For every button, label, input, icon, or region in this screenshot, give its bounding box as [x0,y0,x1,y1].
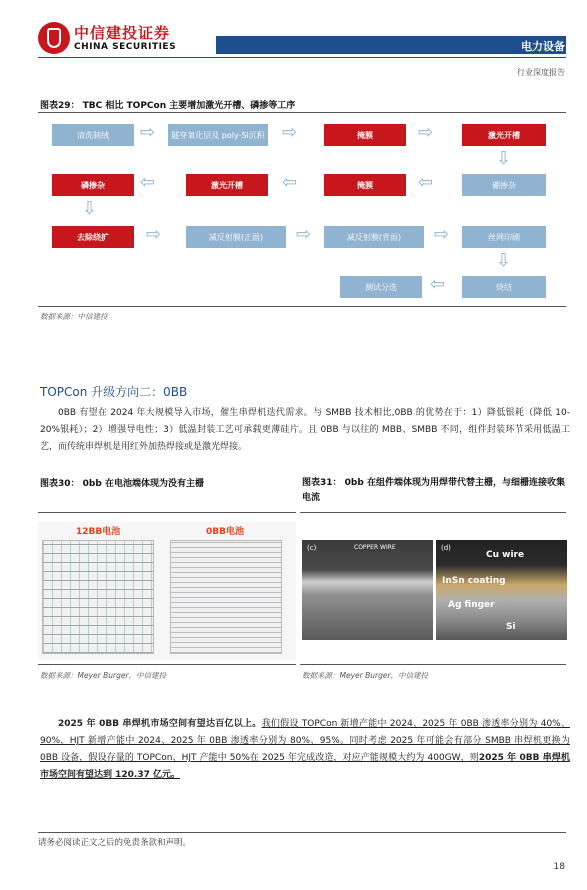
brand-name-cn: 中信建投证券 [74,24,171,42]
arrow-right-icon: ⇨ [282,122,298,143]
figure-30-source: 数据来源：Meyer Burger，中信建投 [40,671,167,680]
step-mask-2: 掩膜 [324,174,406,196]
figure-30-bottom-rule [38,664,296,665]
figure-30-image [38,522,296,660]
paragraph-0bb-intro: 0BB 有望在 2024 年大规模导入市场，催生串焊机迭代需求。与 SMBB 技术相比,0BB 的优势在于：1）降低银耗（降低 10-20%银耗）；2）增强导电性；3）低温封装工艺可承载更薄硅片。且 0BB 与以往的 MBB、SMBB 不同，组件封装环节采用低温工艺，而传统串焊机是用红外加热焊接或是激光焊接。 [40,408,570,452]
figure-30-title: 图表30： 0bb 在电池端体现为没有主栅 [40,479,204,489]
sem-image-c [302,540,433,640]
market-size-lead: 2025 年 0BB 串焊机市场空间有望达百亿以上。 [58,719,262,729]
disclaimer: 请务必阅读正文之后的免责条款和声明。 [38,838,192,848]
figure-29-source: 数据来源：中信建投 [40,312,108,321]
si-label: Si [506,622,516,632]
arrow-right-icon: ⇨ [296,224,312,245]
cell-0bb-image [170,540,282,654]
report-type: 行业深度报告 [517,68,565,77]
step-tunnel-oxide-polysi: 隧穿氧化层及 poly-Si沉积 [168,124,268,146]
sem-tag-c: (c) [307,544,317,552]
step-phosphorus-doping: 磷掺杂 [52,174,134,196]
step-cleaning-texturing: 清洗制绒 [52,124,134,146]
step-arc-back: 减反射膜(背面) [324,226,424,248]
figure-31-source: 数据来源：Meyer Burger，中信建投 [302,671,429,680]
arrow-left-icon: ⇦ [418,172,434,193]
arrow-down-icon: ⇩ [496,148,512,169]
step-laser-grooving-1: 激光开槽 [462,124,546,146]
market-size-body: 我们假设 TOPCon 新增产能中 2024、2025 年 0BB 渗透率分别为 40%、90%，HJT 新增产能中 2024、2025 年 0BB 渗透率分别为 80%、95%。同时考虑 2025 年可能会有部分 SMBB 串焊机更换为 0BB 设备，假设存量的 TOPCon、HJT 产能中 50%在 2025 年完成改造，对应产能规模大约为 400GW，则 [40,719,570,763]
figure-30-top-rule [38,512,296,513]
brand-name-en: CHINA SECURITIES [74,42,177,52]
label-12bb-cell: 12BB电池 [76,527,121,537]
cu-wire-label: Cu wire [486,550,525,560]
footer-rule [38,832,566,833]
step-mask-1: 掩膜 [324,124,406,146]
step-laser-grooving-2: 激光开槽 [186,174,268,196]
step-testing-sorting: 测试分选 [340,276,422,298]
arrow-right-icon: ⇨ [140,122,156,143]
arrow-down-icon: ⇩ [82,198,98,219]
market-size-emphasis: 2025 年 0BB 串焊机市场空间有望达到 120.37 亿元。 [40,753,570,780]
insn-coating-label: InSn coating [442,576,506,586]
figure-31-title: 图表31： 0bb 在组件端体现为用焊带代替主栅，与细栅连接收集电流 [302,478,565,503]
step-arc-front: 减反射膜(正面) [186,226,286,248]
arrow-left-icon: ⇦ [282,172,298,193]
step-boron-doping: 硼掺杂 [462,174,546,196]
company-logo-icon [38,22,70,54]
section-heading: TOPCon 升级方向二：0BB [40,385,188,399]
arrow-left-icon: ⇦ [430,274,446,295]
arrow-left-icon: ⇦ [140,172,156,193]
figure-31-bottom-rule [300,664,566,665]
figure-29-title: 图表29： TBC 相比 TOPCon 主要增加激光开槽、磷掺等工序 [40,101,296,111]
sector-label: 电力设备 [521,40,565,53]
figure-31-image [300,540,568,660]
figure-29-bottom-rule [38,306,566,307]
label-0bb-cell: 0BB电池 [206,527,244,537]
figure-31-top-rule [300,512,566,513]
arrow-right-icon: ⇨ [146,224,162,245]
figure-29-top-rule [38,112,566,113]
copper-wire-label: COPPER WIRE [354,544,396,551]
sem-tag-d: (d) [441,544,451,552]
step-remove-wraparound: 去除绕扩 [52,226,134,248]
cell-12bb-image [42,540,154,654]
sem-image-d [436,540,567,640]
paragraph-market-size [40,716,570,784]
header-bar [216,36,566,54]
arrow-right-icon: ⇨ [434,224,450,245]
ag-finger-label: Ag finger [448,600,495,610]
step-screen-printing: 丝网印刷 [462,226,546,248]
step-sintering: 烧结 [462,276,546,298]
arrow-down-icon: ⇩ [496,250,512,271]
page-number: 18 [553,862,565,872]
header-divider [38,57,566,58]
arrow-right-icon: ⇨ [418,122,434,143]
